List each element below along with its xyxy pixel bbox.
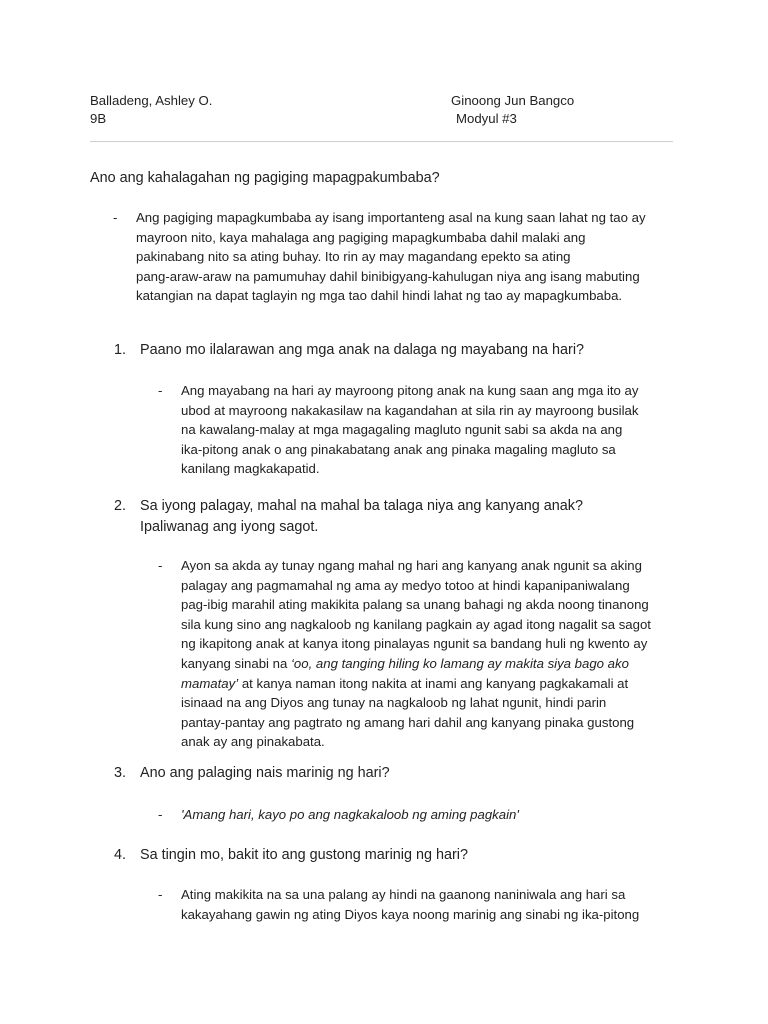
answer-line: palagay ang pagmamahal ng ama ay medyo totoo at hindi kapanipaniwalang	[181, 577, 630, 593]
answer-text-run: at kanya naman itong nakita at inami ang kanyang pagkakamali at	[238, 675, 629, 691]
teacher-name: Ginoong Jun Bangco	[451, 93, 575, 108]
answer-line	[181, 674, 651, 694]
answer-line: 'Amang hari, kayo po ang nagkakaloob ng aming pagkain'	[181, 807, 519, 822]
answer-text-run: kanyang sinabi na	[181, 655, 291, 671]
answer-line: Ang mayabang na hari ay mayroong pitong anak na kung saan ang mga ito ay	[181, 383, 639, 398]
answer-bullet: -	[158, 887, 163, 902]
intro-bullet: -	[113, 210, 118, 225]
answer-bullet: -	[158, 558, 163, 573]
answer-line: Ating makikita na sa una palang ay hindi na gaanong naniniwala ang hari sa	[181, 887, 626, 902]
answer-bullet: -	[158, 807, 163, 822]
question-line: Ano ang palaging nais marinig ng hari?	[140, 765, 390, 781]
answer-bullet: -	[158, 383, 163, 398]
question-text	[140, 845, 468, 866]
answer-line: Ang pagiging mapagkumbaba ay isang importanteng asal na kung saan lahat ng tao ay	[136, 210, 646, 225]
answer-line: sila kung sino ang nagkaloob ng kanilang pagkain ay agad itong nagalit sa sagot	[181, 616, 651, 632]
answer-line: pag-ibig marahil ating makikita palang sa unang bahagi ng akda noong tinanong	[181, 597, 649, 613]
question-line: Sa tingin mo, bakit ito ang gustong marinig ng hari?	[140, 847, 468, 863]
answer-line: isinaad na ang Diyos ang tunay na nagkaloob ng lahat ngunit, hindi parin	[181, 695, 607, 711]
answer-line: kakayahang gawin ng ating Diyos kaya noong marinig ang sinabi ng ika-pitong	[181, 906, 640, 922]
answer-line: na kawalang-malay at mga magagaling magluto ngunit sabi sa akda na ang	[181, 422, 623, 438]
answer-line: ng ikapitong anak at kanya itong pinalayas ngunit sa bandang huli ng kwento ay	[181, 636, 648, 652]
question-text	[140, 496, 583, 538]
header-divider	[90, 141, 673, 142]
question-number: 4.	[114, 847, 127, 863]
question-text	[140, 763, 390, 784]
intro-answer	[136, 208, 646, 306]
answer-text	[181, 381, 638, 479]
answer-line: pakinabang nito sa ating buhay. Ito rin ay may magandang epekto sa ating	[136, 249, 571, 265]
answer-text	[181, 556, 651, 752]
answer-line: ubod at mayroong nakakasilaw na kagandahan at sila rin ay mayroong busilak	[181, 402, 639, 418]
answer-line	[181, 654, 651, 674]
question-number: 1.	[114, 342, 127, 358]
quoted-text: mamatay’	[181, 675, 239, 691]
answer-line: mayroon nito, kaya mahalaga ang pagiging mapagkumbaba dahil malaki ang	[136, 229, 586, 245]
answer-line: pantay-pantay ang pagtrato ng amang hari dahil ang kanyang pinaka gustong	[181, 714, 635, 730]
question-text	[140, 340, 584, 361]
intro-question: Ano ang kahalagahan ng pagiging mapagpakumbaba?	[90, 170, 440, 186]
answer-text	[181, 885, 639, 924]
module-label: Modyul #3	[456, 111, 517, 126]
question-number: 2.	[114, 498, 127, 514]
section-label: 9B	[90, 111, 107, 126]
quoted-text: ‘oo, ang tanging hiling ko lamang ay makita siya bago ako	[290, 655, 629, 671]
answer-text	[181, 805, 519, 825]
student-name: Balladeng, Ashley O.	[90, 93, 213, 108]
question-line: Paano mo ilalarawan ang mga anak na dalaga ng mayabang na hari?	[140, 342, 585, 358]
answer-line: kanilang magkakapatid.	[181, 461, 320, 477]
answer-line: Ayon sa akda ay tunay ngang mahal ng hari ang kanyang anak ngunit sa aking	[181, 558, 642, 573]
answer-line: ika-pitong anak o ang pinakabatang anak ang pinaka magaling magluto sa	[181, 441, 616, 457]
question-line: Ipaliwanag ang iyong sagot.	[140, 519, 319, 535]
answer-line: katangian na dapat taglayin ng mga tao dahil hindi lahat ng tao ay mapagkumbaba.	[136, 288, 623, 304]
question-line: Sa iyong palagay, mahal na mahal ba talaga niya ang kanyang anak?	[140, 498, 583, 514]
question-number: 3.	[114, 765, 127, 781]
answer-line: anak ay ang pinakabata.	[181, 734, 325, 750]
answer-line: pang-araw-araw na pamumuhay dahil binibigyang-kahulugan niya ang isang mabuting	[136, 268, 640, 284]
